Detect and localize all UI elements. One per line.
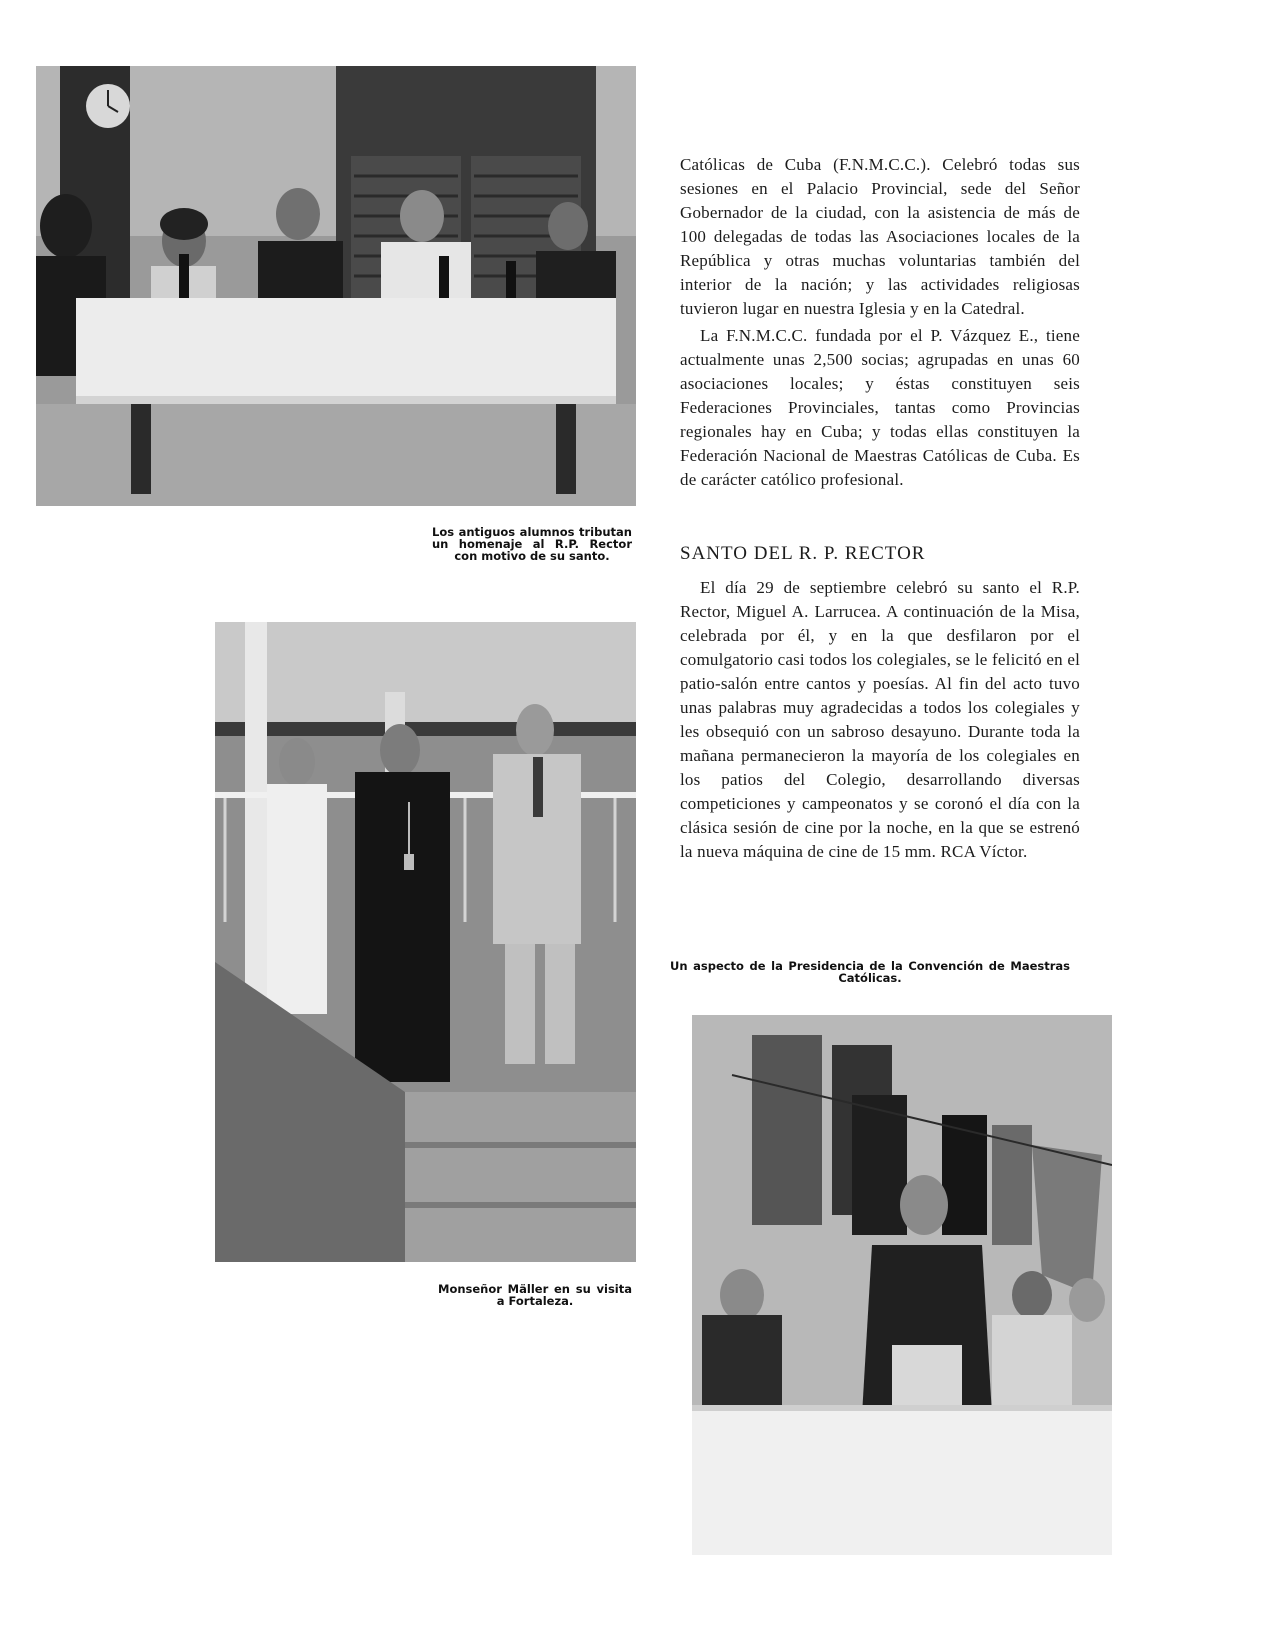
- photo-presidency: [692, 1015, 1112, 1555]
- caption-banquet: Los antiguos alumnos tributan un homenaje al R.P. Rector con motivo de su santo.: [432, 525, 632, 563]
- article-paragraph-1: Católicas de Cuba (F.N.M.C.C.). Celebró todas sus sesiones en el Palacio Provincial, sede del Señor Gobernador de la ciudad, con la asistencia de más de 100 delegadas de todas las Asociaciones locales de la República y otras muchas voluntarias también del interior de la nación; y las actividades religiosas tuvieron lugar en nuestra Iglesia y en la Catedral.: [680, 155, 1080, 318]
- article-paragraph-2: La F.N.M.C.C. fundada por el P. Vázquez E., tiene actualmente unas 2,500 socias; agrupadas en unas 60 asociaciones locales; y éstas constituyen seis Federaciones Provinciales, tantas como Provincias regionales hay en Cuba; y todas ellas constituyen la Federación Nacional de Maestras Católicas de Cuba. Es de carácter católico profesional.: [680, 326, 1080, 489]
- article-column-2: [680, 576, 1080, 864]
- photo-banquet: [36, 66, 636, 506]
- photo-visit: [215, 622, 636, 1262]
- caption-presidency: Un aspecto de la Presidencia de la Convención de Maestras Católicas.: [670, 959, 1070, 985]
- article-column: [680, 153, 1080, 492]
- section-heading: SANTO DEL R. P. RECTOR: [680, 543, 926, 564]
- article-paragraph-3: El día 29 de septiembre celebró su santo el R.P. Rector, Miguel A. Larrucea. A continuación de la Misa, celebrada por él, y en la que desfilaron por el comulgatorio casi todos los colegiales, se le felicitó en el patio-salón entre cantos y poesías. Al fin del acto tuvo unas palabras muy agradecidas a todos los colegiales y les obsequió con un sabroso desayuno. Durante toda la mañana permanecieron la mayoría de los colegiales en los patios del Colegio, desarrollando diversas competiciones y campeonatos y se coronó el día con la clásica sesión de cine por la noche, en la que se estrenó la nueva máquina de cine de 15 mm. RCA Víctor.: [680, 578, 1080, 861]
- caption-visit: Monseñor Mäller en su visita a Fortaleza.: [438, 1282, 632, 1308]
